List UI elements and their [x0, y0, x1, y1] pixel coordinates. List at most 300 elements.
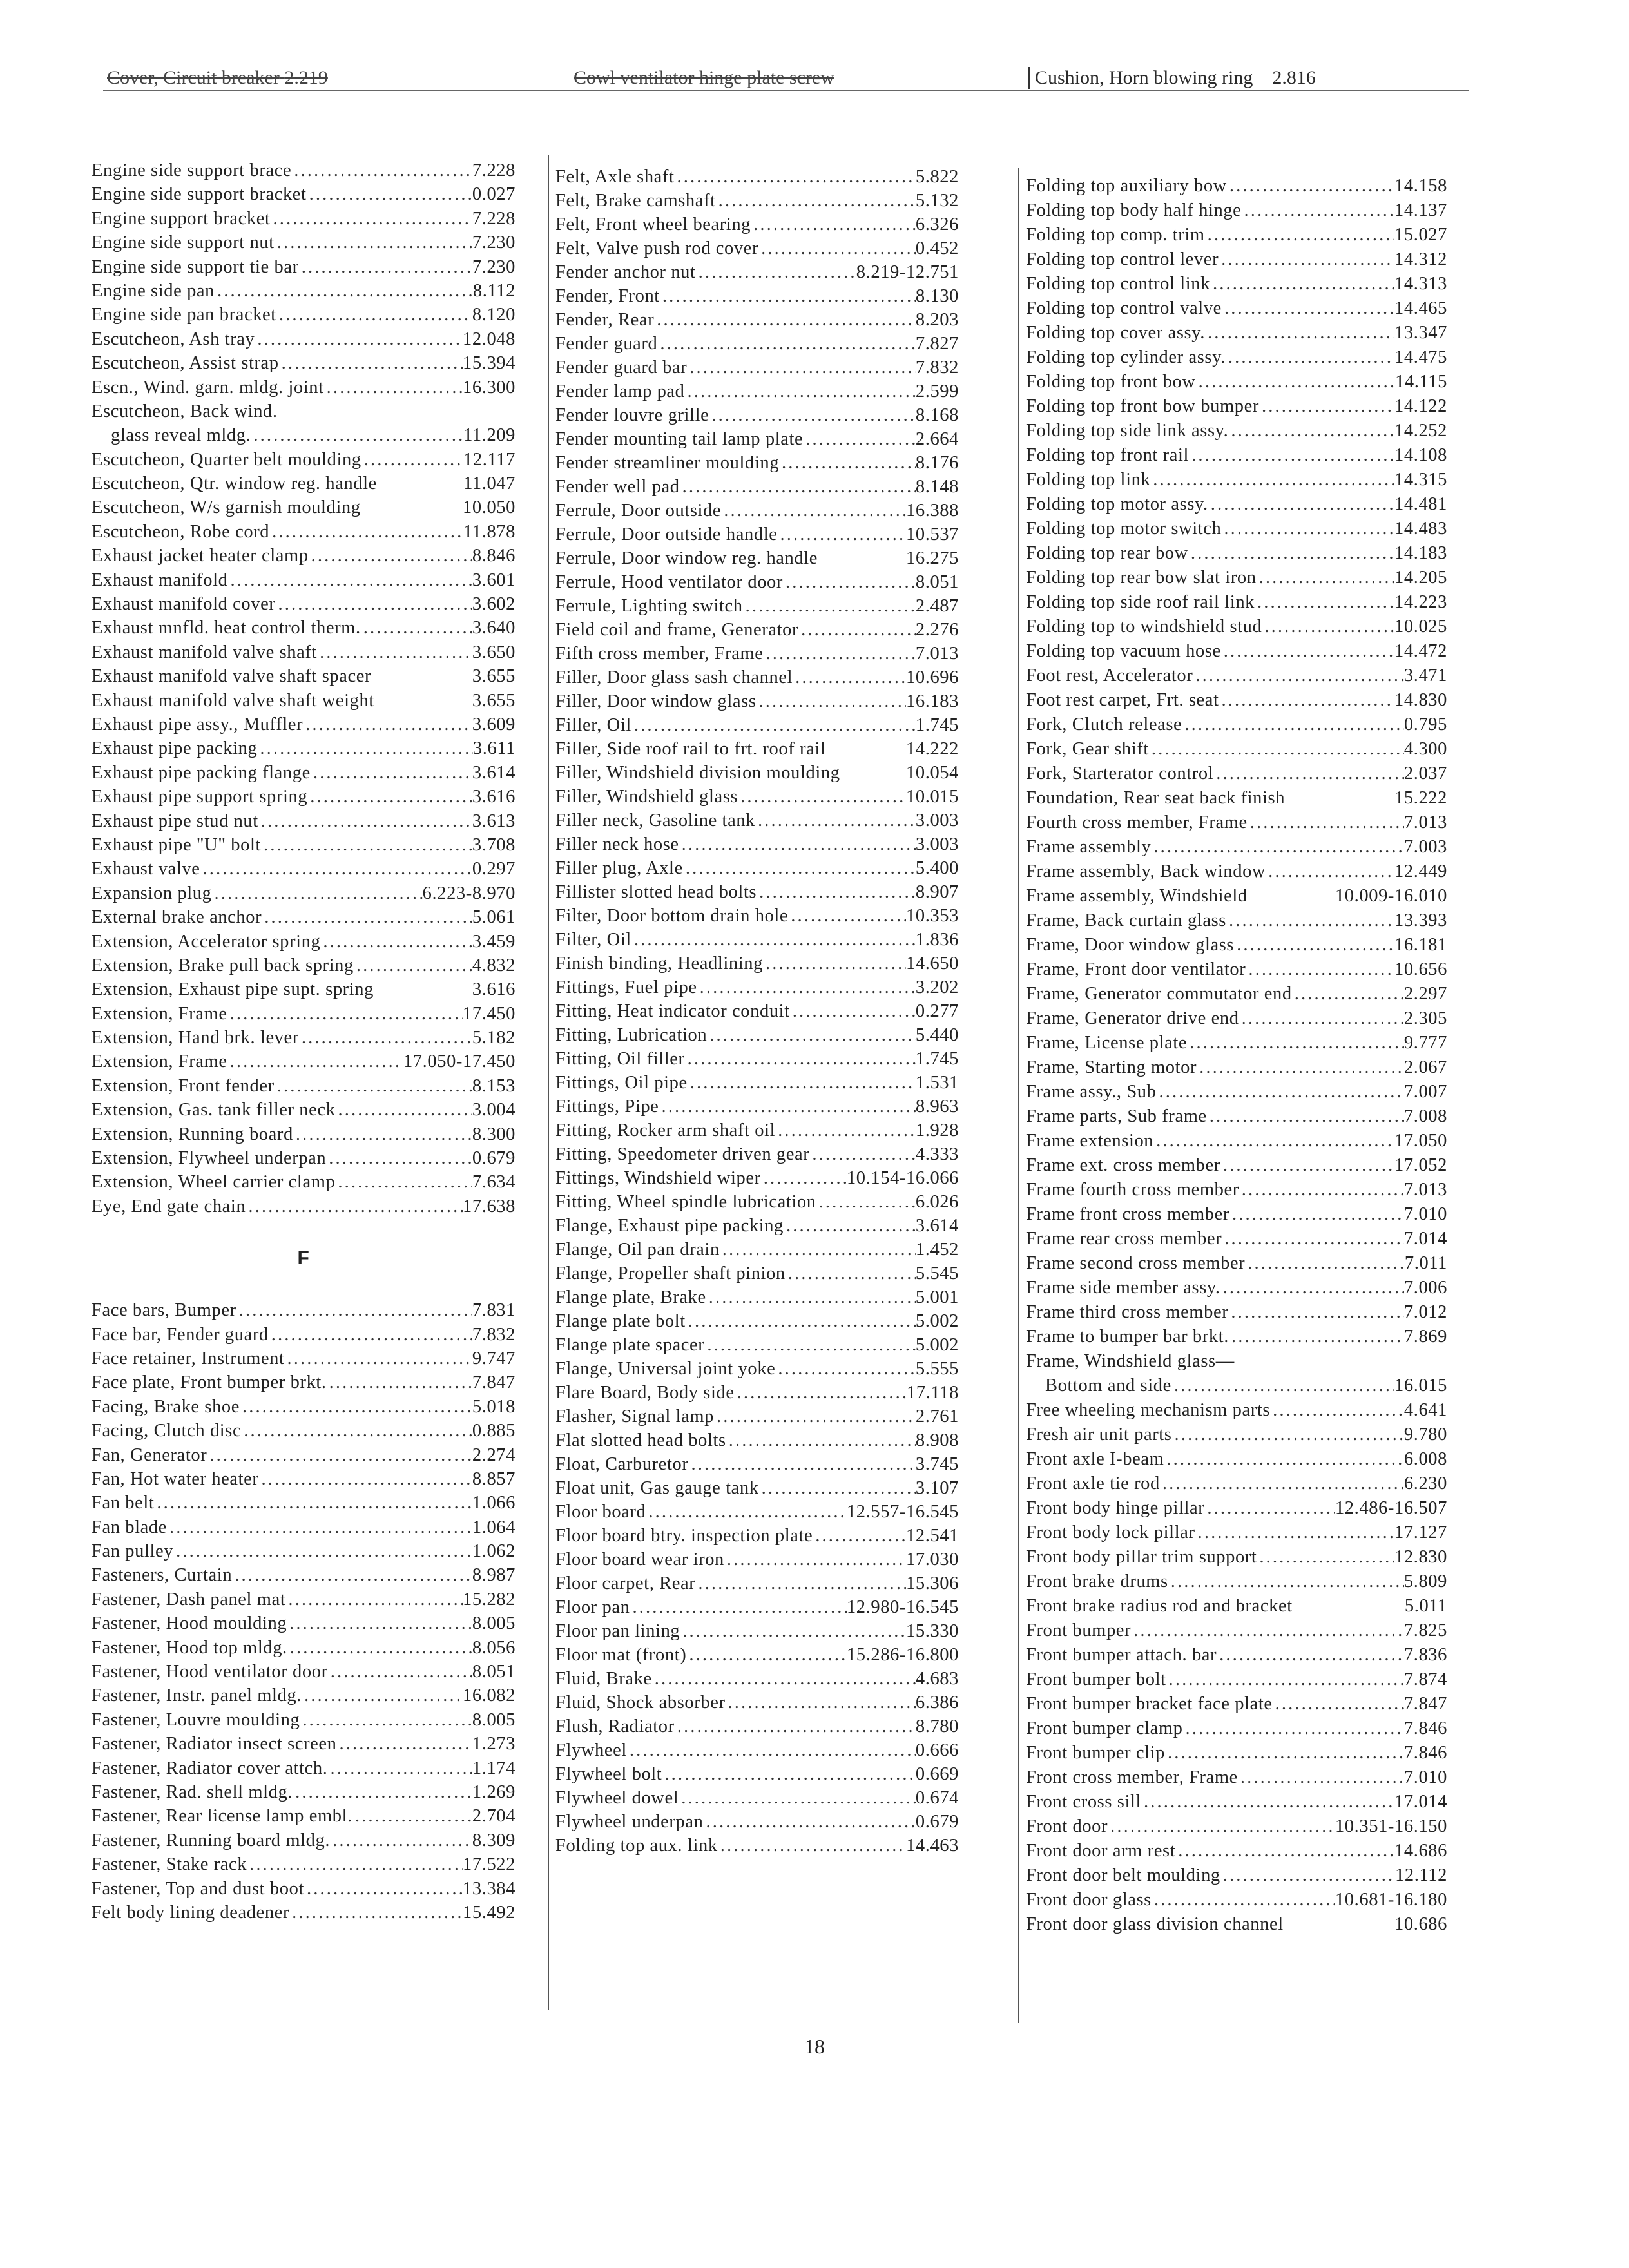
dot-leader [1259, 394, 1394, 419]
entry-label: Fork, Gear shift [1026, 739, 1149, 759]
index-entry [555, 236, 959, 260]
entry-page-ref: 0.674 [915, 1788, 959, 1808]
dot-leader [269, 1323, 472, 1347]
dot-leader [167, 1515, 472, 1539]
index-entry [555, 928, 959, 952]
entry-page-ref: 9.780 [1403, 1425, 1447, 1445]
dot-leader [327, 1756, 472, 1780]
dot-leader [328, 1660, 472, 1684]
entry-page-ref: 17.118 [907, 1383, 959, 1403]
entry-label: Flywheel underpan [555, 1812, 704, 1832]
dot-leader [726, 1691, 916, 1715]
entry-label: Flange plate bolt [555, 1311, 686, 1331]
dot-leader [207, 1443, 472, 1467]
index-entry [1026, 1178, 1447, 1202]
index-entry [1026, 1447, 1447, 1472]
entry-page-ref: 17.127 [1394, 1523, 1447, 1542]
index-entry [92, 1515, 516, 1539]
entry-page-ref: 16.300 [463, 377, 516, 398]
entry-page-ref: 0.027 [472, 184, 516, 205]
index-entry [92, 1170, 516, 1194]
entry-page-ref: 14.830 [1394, 690, 1447, 710]
dot-leader [337, 1732, 472, 1756]
entry-label: Fluid, Brake [555, 1669, 652, 1689]
index-entry [1026, 1080, 1447, 1104]
entry-page-ref: 15.282 [463, 1589, 516, 1610]
entry-label: Fender guard [555, 334, 658, 354]
dot-leader [757, 689, 907, 713]
dot-leader [1241, 198, 1394, 223]
index-entry [555, 570, 959, 594]
entry-label: Front cross sill [1026, 1792, 1142, 1812]
entry-page-ref: 2.487 [915, 596, 959, 616]
entry-label: Filler, Door window glass [555, 691, 757, 711]
entry-label: Fitting, Speedometer driven gear [555, 1144, 810, 1164]
index-entry [555, 308, 959, 332]
dot-leader [1228, 419, 1394, 443]
dot-leader [704, 1333, 915, 1357]
index-entry [1026, 1619, 1447, 1643]
entry-label: Frame rear cross member [1026, 1229, 1222, 1249]
entry-page-ref: 7.825 [1403, 1620, 1447, 1640]
entry-page-ref: 9.777 [1403, 1033, 1447, 1053]
index-entry [1026, 541, 1447, 566]
entry-label: Escn., Wind. garn. mldg. joint [92, 377, 324, 398]
index-entry [92, 423, 516, 447]
dot-leader [816, 1190, 916, 1214]
index-entry [92, 1098, 516, 1122]
dot-leader [1226, 908, 1394, 933]
entry-page-ref: 0.679 [472, 1148, 516, 1169]
entry-page-ref: 12.449 [1394, 861, 1447, 881]
entry-page-ref: 0.452 [915, 238, 959, 258]
entry-page-ref: 8.987 [472, 1565, 516, 1586]
entry-label: Felt body lining deadener [92, 1902, 290, 1923]
entry-label: Frame, Front door ventilator [1026, 959, 1246, 979]
entry-label: Fastener, Rad. shell mldg. [92, 1782, 293, 1802]
index-entry [555, 1071, 959, 1095]
entry-page-ref: 7.831 [472, 1300, 516, 1321]
index-entry [555, 618, 959, 642]
entry-page-ref: 5.809 [1403, 1571, 1447, 1591]
entry-label: Fender lamp pad [555, 381, 685, 401]
entry-page-ref: 14.465 [1394, 298, 1447, 318]
entry-page-ref: 0.795 [1403, 715, 1447, 735]
dot-leader [285, 1347, 472, 1370]
entry-label: Fittings, Windshield wiper [555, 1168, 761, 1188]
entry-label: Extension, Front fender [92, 1075, 275, 1096]
index-entry [555, 1357, 959, 1381]
dot-leader [726, 1428, 916, 1452]
entry-label: Folding top auxiliary bow [1026, 176, 1227, 196]
entry-page-ref: 3.655 [472, 666, 516, 687]
entry-page-ref: 10.054 [906, 763, 959, 783]
index-entry [555, 1667, 959, 1691]
index-entry [92, 1146, 516, 1170]
index-entry [1026, 370, 1447, 394]
entry-page-ref: 3.471 [1403, 666, 1447, 686]
index-entry [92, 1804, 516, 1828]
index-entry [92, 1443, 516, 1467]
index-entry [555, 952, 959, 975]
entry-page-ref: 6.223-8.970 [422, 883, 516, 903]
dot-leader [1141, 1790, 1394, 1814]
index-entry [1026, 1349, 1447, 1374]
index-entry [1026, 296, 1447, 321]
entry-label: Folding top side link assy. [1026, 421, 1229, 441]
index-entry [92, 1347, 516, 1370]
entry-label: Ferrule, Door outside [555, 501, 722, 521]
entry-page-ref: 1.531 [915, 1073, 959, 1093]
entry-page-ref: 16.181 [1394, 935, 1447, 955]
entry-label: Frame, Windshield glass— [1026, 1351, 1235, 1371]
entry-label: Fresh air unit parts [1026, 1425, 1172, 1445]
entry-label: Frame extension [1026, 1131, 1154, 1151]
entry-page-ref: 6.386 [915, 1693, 959, 1713]
dot-leader [291, 159, 472, 182]
index-column-1 [92, 159, 516, 1925]
entry-page-ref: 2.599 [915, 381, 959, 401]
index-entry [555, 1524, 959, 1548]
entry-label: Exhaust manifold valve shaft spacer [92, 666, 372, 687]
entry-label: Floor board [555, 1502, 646, 1522]
entry-label: Eye, End gate chain [92, 1196, 246, 1216]
index-entry [92, 1323, 516, 1347]
index-entry [1026, 1790, 1447, 1814]
entry-page-ref: 13.347 [1394, 323, 1447, 343]
entry-page-ref: 8.907 [915, 882, 959, 902]
index-entry [555, 284, 959, 308]
index-entry [555, 880, 959, 904]
index-entry [1026, 908, 1447, 933]
entry-label: Flange, Oil pan drain [555, 1240, 720, 1260]
entry-label: Flasher, Signal lamp [555, 1407, 714, 1427]
dot-leader [1238, 1765, 1404, 1790]
entry-page-ref: 15.394 [463, 353, 516, 374]
dot-leader [735, 1381, 907, 1405]
entry-page-ref: 5.440 [915, 1025, 959, 1045]
entry-page-ref: 7.846 [1403, 1718, 1447, 1738]
entry-label: Exhaust pipe "U" bolt [92, 834, 262, 855]
entry-page-ref: 12.980-16.545 [846, 1597, 959, 1617]
entry-page-ref: 5.555 [915, 1359, 959, 1379]
entry-label: Free wheeling mechanism parts [1026, 1400, 1271, 1420]
dot-leader [215, 279, 473, 303]
dot-leader [1168, 1570, 1404, 1594]
index-entry [92, 399, 516, 423]
entry-label: Fan blade [92, 1517, 167, 1537]
dot-leader [251, 423, 463, 447]
dot-leader [311, 761, 472, 785]
entry-label: Fender streamliner moulding [555, 453, 780, 473]
dot-leader [763, 952, 906, 975]
entry-page-ref: 1.273 [472, 1734, 516, 1754]
header-left-entry [107, 67, 328, 89]
entry-label: Front axle I-beam [1026, 1449, 1164, 1469]
dot-leader [743, 594, 916, 618]
dot-leader [1262, 615, 1394, 639]
dot-leader [1229, 1325, 1404, 1349]
entry-label: Exhaust pipe assy., Muffler [92, 714, 304, 735]
dot-leader [1187, 1031, 1404, 1055]
index-entry [555, 1142, 959, 1166]
entry-page-ref: 8.963 [915, 1097, 959, 1117]
dot-leader [275, 231, 472, 255]
entry-page-ref: 14.475 [1394, 347, 1447, 367]
entry-page-ref: 1.062 [472, 1541, 516, 1562]
entry-page-ref: 8.908 [915, 1430, 959, 1450]
dot-leader [1153, 1129, 1394, 1153]
entry-page-ref: 5.132 [915, 191, 959, 211]
dot-leader [1220, 1863, 1395, 1888]
dot-leader [784, 1214, 916, 1238]
index-entry [1026, 1006, 1447, 1031]
entry-page-ref: 6.026 [915, 1192, 959, 1212]
dot-leader [1229, 1202, 1404, 1227]
index-entry [1026, 1888, 1447, 1912]
entry-page-ref: 3.640 [472, 618, 516, 639]
entry-label: Fastener, Running board mldg. [92, 1830, 331, 1850]
entry-page-ref: 2.067 [1403, 1057, 1447, 1077]
entry-page-ref: 14.312 [1394, 249, 1447, 269]
entry-label: Filter, Oil [555, 930, 631, 950]
entry-label: Face plate, Front bumper brkt. [92, 1372, 327, 1393]
entry-label: Flange plate, Brake [555, 1287, 706, 1307]
index-entry [555, 975, 959, 999]
index-entry [92, 255, 516, 279]
index-entry [1026, 1667, 1447, 1692]
header-right-entry [1028, 67, 1316, 89]
dot-leader [775, 1119, 916, 1142]
dot-leader [227, 1002, 463, 1026]
dot-leader [287, 1611, 472, 1635]
dot-leader [309, 544, 472, 568]
entry-page-ref: 3.609 [472, 714, 516, 735]
entry-page-ref: 10.025 [1394, 617, 1447, 637]
index-entry [1026, 664, 1447, 688]
index-entry [1026, 223, 1447, 247]
dot-leader [354, 954, 472, 977]
entry-page-ref: 5.822 [915, 167, 959, 187]
index-entry [555, 1262, 959, 1285]
entry-label: Fourth cross member, Frame [1026, 812, 1248, 832]
entry-page-ref: 5.001 [915, 1287, 959, 1307]
entry-label: Folding top control link [1026, 274, 1210, 294]
dot-leader [679, 1786, 916, 1810]
dot-leader [1164, 1447, 1403, 1472]
entry-label: Filler neck, Gasoline tank [555, 811, 756, 831]
entry-label: Ferrule, Lighting switch [555, 596, 743, 616]
index-entry [92, 954, 516, 977]
entry-label: Frame, Back curtain glass [1026, 910, 1226, 930]
entry-label: Fender mounting tail lamp plate [555, 429, 804, 449]
index-entry [555, 1810, 959, 1834]
entry-page-ref: 8.051 [915, 572, 959, 592]
entry-page-ref: 8.130 [915, 286, 959, 306]
dot-leader [247, 1852, 463, 1876]
index-entry [92, 1780, 516, 1804]
dot-leader [685, 1047, 916, 1071]
entry-page-ref: 3.616 [472, 979, 516, 1000]
dot-leader [1239, 1178, 1404, 1202]
dot-leader [775, 1357, 916, 1381]
index-entry [92, 231, 516, 255]
index-entry [1026, 198, 1447, 223]
dot-leader [1266, 860, 1394, 884]
index-list [1026, 174, 1447, 1937]
index-entry [92, 689, 516, 713]
entry-label: Folding top front bow bumper [1026, 396, 1259, 416]
dot-leader [307, 785, 472, 809]
index-entry [92, 1395, 516, 1419]
dot-leader [659, 1095, 915, 1119]
dot-leader [1157, 1080, 1404, 1104]
dot-leader [1151, 835, 1403, 860]
index-entry [92, 327, 516, 351]
index-entry [92, 303, 516, 327]
entry-page-ref: 3.745 [915, 1454, 959, 1474]
index-entry [1026, 1643, 1447, 1667]
index-entry [92, 1901, 516, 1925]
entry-page-ref: 13.384 [463, 1878, 516, 1899]
entry-page-ref: 14.137 [1394, 200, 1447, 220]
entry-page-ref: 7.012 [1403, 1302, 1447, 1322]
dot-leader [293, 1780, 472, 1804]
index-entry [1026, 933, 1447, 957]
dot-leader [695, 1571, 906, 1595]
entry-label: Fender well pad [555, 477, 680, 497]
entry-label: Frame side member assy. [1026, 1278, 1220, 1298]
dot-leader [200, 857, 472, 881]
entry-label: Filler neck hose [555, 834, 679, 854]
dot-leader [1204, 1496, 1335, 1521]
entry-page-ref: 10.656 [1394, 959, 1447, 979]
entry-label: Facing, Brake shoe [92, 1396, 240, 1417]
index-entry [92, 1708, 516, 1732]
entry-label: Front bumper bracket face plate [1026, 1694, 1273, 1714]
entry-label: Front body pillar trim support [1026, 1547, 1257, 1567]
entry-page-ref: 3.003 [915, 811, 959, 831]
dot-leader [1292, 982, 1404, 1006]
entry-page-ref: 14.223 [1394, 592, 1447, 612]
entry-label: Floor mat (front) [555, 1645, 687, 1665]
entry-label: Fastener, Hood top mldg. [92, 1637, 287, 1658]
entry-label: Fluid, Shock absorber [555, 1693, 726, 1713]
entry-page-ref: 4.832 [472, 955, 516, 975]
entry-page-ref: 14.115 [1395, 372, 1447, 392]
entry-page-ref: 8.300 [472, 1124, 516, 1144]
entry-page-ref: 7.869 [1403, 1327, 1447, 1347]
index-entry [555, 475, 959, 499]
entry-page-ref: 12.541 [906, 1526, 959, 1546]
dot-leader [685, 380, 916, 403]
entry-label: Fender, Front [555, 286, 660, 306]
index-entry [555, 809, 959, 832]
dot-leader [683, 856, 916, 880]
dot-leader [759, 1476, 916, 1500]
index-entry [555, 832, 959, 856]
dot-leader [703, 1810, 915, 1834]
index-entry [555, 165, 959, 189]
entry-page-ref: 1.269 [472, 1782, 516, 1802]
dot-leader [1149, 737, 1404, 762]
entry-page-ref: 11.047 [463, 474, 516, 494]
index-entry [555, 1643, 959, 1667]
entry-page-ref: 10.015 [906, 787, 959, 807]
entry-label: Floor board wear iron [555, 1550, 724, 1570]
entry-label: Exhaust pipe support spring [92, 787, 308, 807]
entry-label: Front bumper bolt [1026, 1669, 1166, 1689]
dot-leader [1257, 566, 1394, 590]
entry-page-ref: 10.681-16.180 [1335, 1890, 1447, 1910]
index-entry [1026, 1325, 1447, 1349]
entry-label: Escutcheon, Ash tray [92, 329, 255, 349]
entry-label: Folding top front rail [1026, 445, 1190, 465]
header-middle-entry: Cowl ventilator hinge plate screw [574, 67, 834, 88]
entry-label: Fastener, Dash panel mat [92, 1589, 286, 1610]
entry-page-ref: 7.228 [472, 208, 516, 229]
dot-leader [718, 1834, 906, 1858]
entry-page-ref: 8.051 [472, 1662, 516, 1682]
entry-label: Fittings, Fuel pipe [555, 977, 697, 997]
index-entry [555, 546, 959, 570]
index-entry [1026, 860, 1447, 884]
entry-label: Folding top to windshield stud [1026, 617, 1262, 637]
index-entry [1026, 786, 1447, 811]
entry-page-ref: 7.007 [1403, 1082, 1447, 1102]
entry-page-ref: 7.832 [472, 1324, 516, 1345]
entry-label: Fender louvre grille [555, 405, 709, 425]
index-entry [92, 182, 516, 206]
entry-label: Fan, Generator [92, 1445, 207, 1465]
entry-page-ref: 17.522 [463, 1854, 516, 1875]
dot-leader [654, 308, 916, 332]
index-entry [1026, 1814, 1447, 1839]
index-entry [92, 207, 516, 231]
dot-leader [689, 1452, 916, 1476]
dot-leader [1172, 1423, 1404, 1447]
dot-leader [275, 592, 472, 616]
dot-leader [652, 1667, 916, 1691]
entry-page-ref: 4.300 [1403, 739, 1447, 759]
index-entry [1026, 737, 1447, 762]
index-entry [555, 737, 959, 761]
index-entry [555, 1715, 959, 1738]
index-entry [92, 785, 516, 809]
index-entry [92, 1491, 516, 1515]
index-entry [92, 881, 516, 905]
entry-page-ref: 6.008 [1403, 1449, 1447, 1469]
dot-leader [1273, 1692, 1404, 1716]
entry-label: Fender guard bar [555, 358, 688, 378]
entry-page-ref: 3.601 [472, 570, 516, 590]
entry-label: Floor pan [555, 1597, 630, 1617]
dot-leader [307, 182, 472, 206]
page-number: 18 [804, 2035, 825, 2058]
entry-label: Engine side pan bracket [92, 305, 276, 325]
entry-label: Exhaust manifold cover [92, 594, 276, 615]
dot-leader [1246, 957, 1394, 982]
entry-page-ref: 0.297 [472, 859, 516, 879]
entry-label: Flare Board, Body side [555, 1383, 735, 1403]
entry-label: Front door belt moulding [1026, 1865, 1220, 1885]
entry-page-ref: 8.056 [472, 1637, 516, 1658]
index-entry [1026, 345, 1447, 370]
entry-label: Fork, Starterator control [1026, 764, 1214, 783]
entry-label: Front brake radius rod and bracket [1026, 1596, 1293, 1616]
index-entry [555, 213, 959, 236]
dot-leader [646, 1500, 847, 1524]
